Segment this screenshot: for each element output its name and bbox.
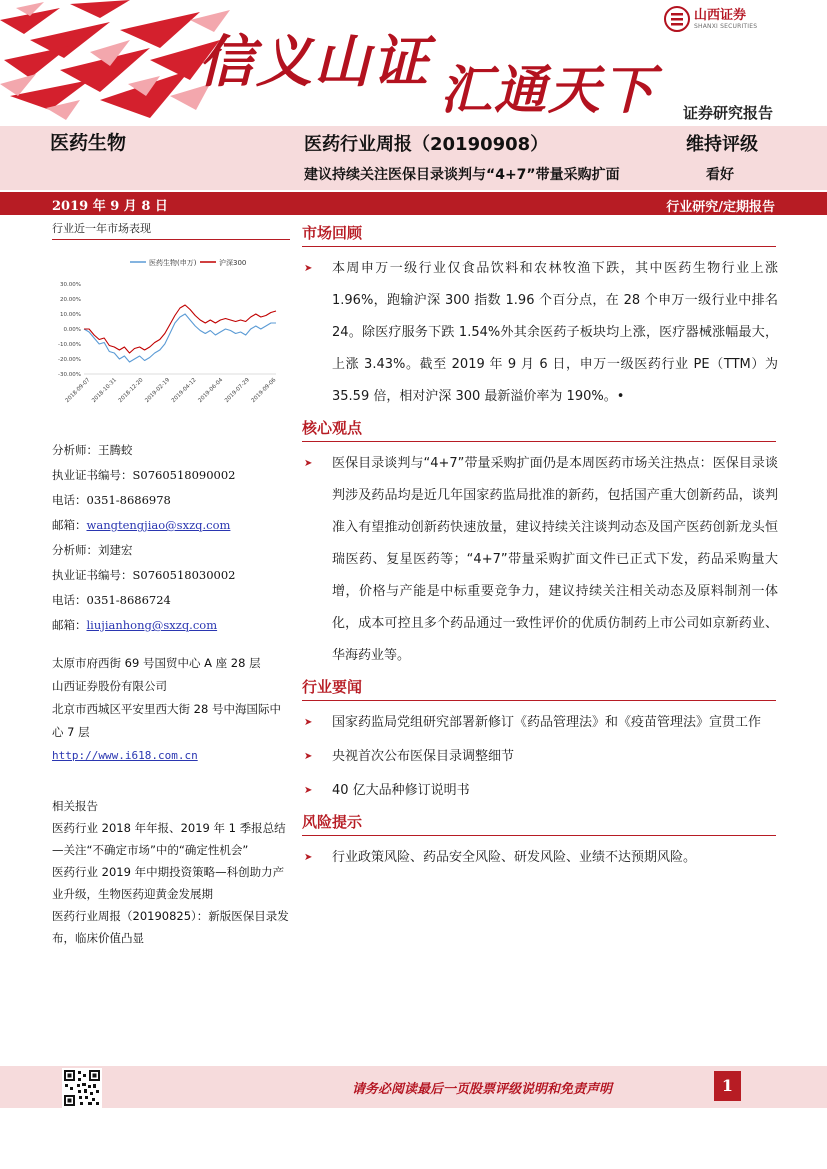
logo-emblem-icon bbox=[664, 6, 690, 32]
label: 分析师： bbox=[52, 543, 98, 557]
analyst1-name: 王腾蛟 bbox=[98, 443, 133, 457]
y-tick-label: -10.00% bbox=[58, 342, 81, 348]
news-item bbox=[302, 741, 778, 773]
related-report-3[interactable]: 医药行业周报（20190825）：新版医保目录发布，临床价值凸显 bbox=[52, 909, 289, 945]
address-line3: 北京市西城区平安里西大街 28 号中海国际中心 7 层 bbox=[52, 702, 281, 739]
risk-item bbox=[302, 842, 778, 874]
y-tick-label: 10.00% bbox=[60, 312, 81, 318]
page-header bbox=[0, 0, 827, 126]
legend-label: 医药生物(申万) bbox=[149, 259, 197, 267]
analyst2-phone-row bbox=[52, 588, 292, 613]
label: 电话： bbox=[52, 593, 87, 607]
y-tick-label: -20.00% bbox=[58, 357, 81, 363]
news-text-3: 40 亿大品种修订说明书 bbox=[332, 783, 470, 798]
market-performance-chart bbox=[52, 248, 290, 418]
series-line-csi300 bbox=[84, 305, 276, 353]
label: 邮箱： bbox=[52, 618, 87, 632]
related-reports bbox=[52, 795, 292, 949]
related-report-1[interactable]: 医药行业 2018 年年报、2019 年 1 季报总结—关注“不确定市场”中的“确定性机会” bbox=[52, 821, 286, 857]
main-content bbox=[302, 220, 778, 876]
address-line2: 山西证券股份有限公司 bbox=[52, 679, 167, 693]
series-line-pharma bbox=[84, 314, 276, 362]
company-logo bbox=[664, 6, 757, 32]
analyst2-name: 刘建宏 bbox=[98, 543, 133, 557]
label: 电话： bbox=[52, 493, 87, 507]
news-item bbox=[302, 775, 778, 807]
analyst1-cert-row bbox=[52, 463, 292, 488]
logo-name-en: SHANXI SECURITIES bbox=[694, 22, 758, 30]
core-view-item bbox=[302, 448, 778, 672]
y-tick-label: -30.00% bbox=[58, 372, 81, 378]
logo-name-cn: 山西证券 bbox=[694, 7, 747, 23]
report-date: 2019 年 9 月 8 日 bbox=[52, 199, 168, 214]
market-review-item bbox=[302, 253, 778, 413]
risk-text: 行业政策风险、药品安全风险、研发风险、业绩不达预期风险。 bbox=[332, 850, 697, 865]
x-tick-label: 2019-07-29 bbox=[223, 377, 251, 405]
arrow-bullet-icon: ➤ bbox=[304, 751, 313, 762]
x-tick-label: 2019-04-12 bbox=[170, 377, 198, 405]
y-tick-label: 0.00% bbox=[63, 327, 81, 333]
x-tick-label: 2018-09-07 bbox=[64, 377, 92, 405]
market-review-text: 本周申万一级行业仅食品饮料和农林牧渔下跌，其中医药生物行业上涨 1.96%，跑输沪深 300 指数 1.96 个百分点，在 28 个申万一级行业中排名 24。除医疗服务下跌 1.54%外其余医药子板块均上涨，医疗器械涨幅最大，上涨 3.43%。截至 2019 年 9 月 6 日，申万一级医药行业 PE（TTM）为 35.59 倍，相对沪深 300 最新溢价率为 190%。• bbox=[332, 261, 778, 404]
report-type-label: 证券研究报告 bbox=[682, 104, 773, 122]
related-report-2[interactable]: 医药行业 2019 年中期投资策略—科创助力产业升级，生物医药迎黄金发展期 bbox=[52, 865, 285, 901]
sector-name: 医药生物 bbox=[50, 132, 127, 154]
arrow-bullet-icon: ➤ bbox=[304, 852, 313, 863]
footer-disclaimer: 请务必阅读最后一页股票评级说明和免责声明 bbox=[352, 1082, 613, 1097]
analyst1-cert: S0760518090002 bbox=[132, 468, 236, 482]
chart-title: 行业近一年市场表现 bbox=[52, 220, 290, 240]
news-item bbox=[302, 707, 778, 739]
section-industry-news-heading: 行业要闻 bbox=[302, 674, 776, 701]
analyst2-cert: S0760518030002 bbox=[132, 568, 236, 582]
qr-code-icon bbox=[62, 1068, 102, 1108]
news-text-1: 国家药监局党组研究部署新修订《药品管理法》和《疫苗管理法》宣贯工作 bbox=[332, 715, 762, 730]
slogan-part1: 信义山证 bbox=[198, 29, 430, 95]
news-text-2: 央视首次公布医保目录调整细节 bbox=[332, 749, 515, 764]
report-subtitle: 建议持续关注医保目录谈判与“4+7”带量采购扩面 bbox=[304, 167, 620, 183]
analyst2-phone: 0351-8686724 bbox=[86, 593, 171, 607]
analyst1-phone: 0351-8686978 bbox=[86, 493, 171, 507]
document-type: 行业研究/定期报告 bbox=[666, 200, 775, 215]
x-tick-label: 2019-09-06 bbox=[250, 377, 278, 405]
analyst1-name-row bbox=[52, 438, 292, 463]
left-sidebar bbox=[52, 220, 292, 949]
x-tick-label: 2019-06-04 bbox=[197, 377, 225, 405]
analyst2-name-row bbox=[52, 538, 292, 563]
label: 邮箱： bbox=[52, 518, 87, 532]
analyst-info bbox=[52, 438, 292, 638]
arrow-bullet-icon: ➤ bbox=[304, 785, 313, 796]
arrow-bullet-icon: ➤ bbox=[304, 458, 313, 469]
label: 执业证书编号： bbox=[52, 468, 133, 482]
analyst1-email-link[interactable]: wangtengjiao@sxzq.com bbox=[86, 518, 231, 532]
section-risk-heading: 风险提示 bbox=[302, 809, 776, 836]
chart-svg bbox=[52, 248, 290, 418]
label: 执业证书编号： bbox=[52, 568, 133, 582]
analyst2-mail-row bbox=[52, 613, 292, 638]
page-number: 1 bbox=[714, 1071, 741, 1101]
slogan-part2: 汇通天下 bbox=[440, 60, 657, 121]
company-address bbox=[52, 652, 292, 767]
analyst2-cert-row bbox=[52, 563, 292, 588]
legend-label: 沪深300 bbox=[219, 259, 247, 267]
rating-label: 维持评级 bbox=[686, 134, 758, 155]
analyst1-mail-row bbox=[52, 513, 292, 538]
rating-value: 看好 bbox=[706, 167, 734, 183]
related-heading: 相关报告 bbox=[52, 799, 98, 813]
x-tick-label: 2018-12-20 bbox=[117, 377, 145, 405]
analyst1-phone-row bbox=[52, 488, 292, 513]
section-market-review-heading: 市场回顾 bbox=[302, 220, 776, 247]
label: 分析师： bbox=[52, 443, 98, 457]
x-tick-label: 2019-02-19 bbox=[144, 377, 172, 405]
y-tick-label: 30.00% bbox=[60, 282, 81, 288]
report-title: 医药行业周报（20190908） bbox=[304, 134, 549, 155]
arrow-bullet-icon: ➤ bbox=[304, 717, 313, 728]
address-line1: 太原市府西街 69 号国贸中心 A 座 28 层 bbox=[52, 656, 261, 670]
website-link[interactable]: http://www.i618.com.cn bbox=[52, 749, 198, 762]
x-tick-label: 2018-10-31 bbox=[91, 377, 118, 405]
section-core-view-heading: 核心观点 bbox=[302, 415, 776, 442]
y-tick-label: 20.00% bbox=[60, 297, 81, 303]
core-view-text: 医保目录谈判与“4+7”带量采购扩面仍是本周医药市场关注热点：医保目录谈判涉及药品均是近几年国家药监局批准的新药，包括国产重大创新药品，谈判准入有望推动创新药快速放量，建议持续关注谈判动态及国产医药创新龙头恒瑞医药、复星医药等；“4+7”带量采购扩面文件已正式下发，药品采购量大增，价格与产能是中标重要竞争力，建议持续关注相关动态及原料制剂一体化，成本可控且多个药品通过一致性评价的优质仿制药上市公司如京新药业、华海药业等。 bbox=[332, 456, 778, 663]
arrow-bullet-icon: ➤ bbox=[304, 263, 313, 274]
analyst2-email-link[interactable]: liujianhong@sxzq.com bbox=[86, 618, 218, 632]
